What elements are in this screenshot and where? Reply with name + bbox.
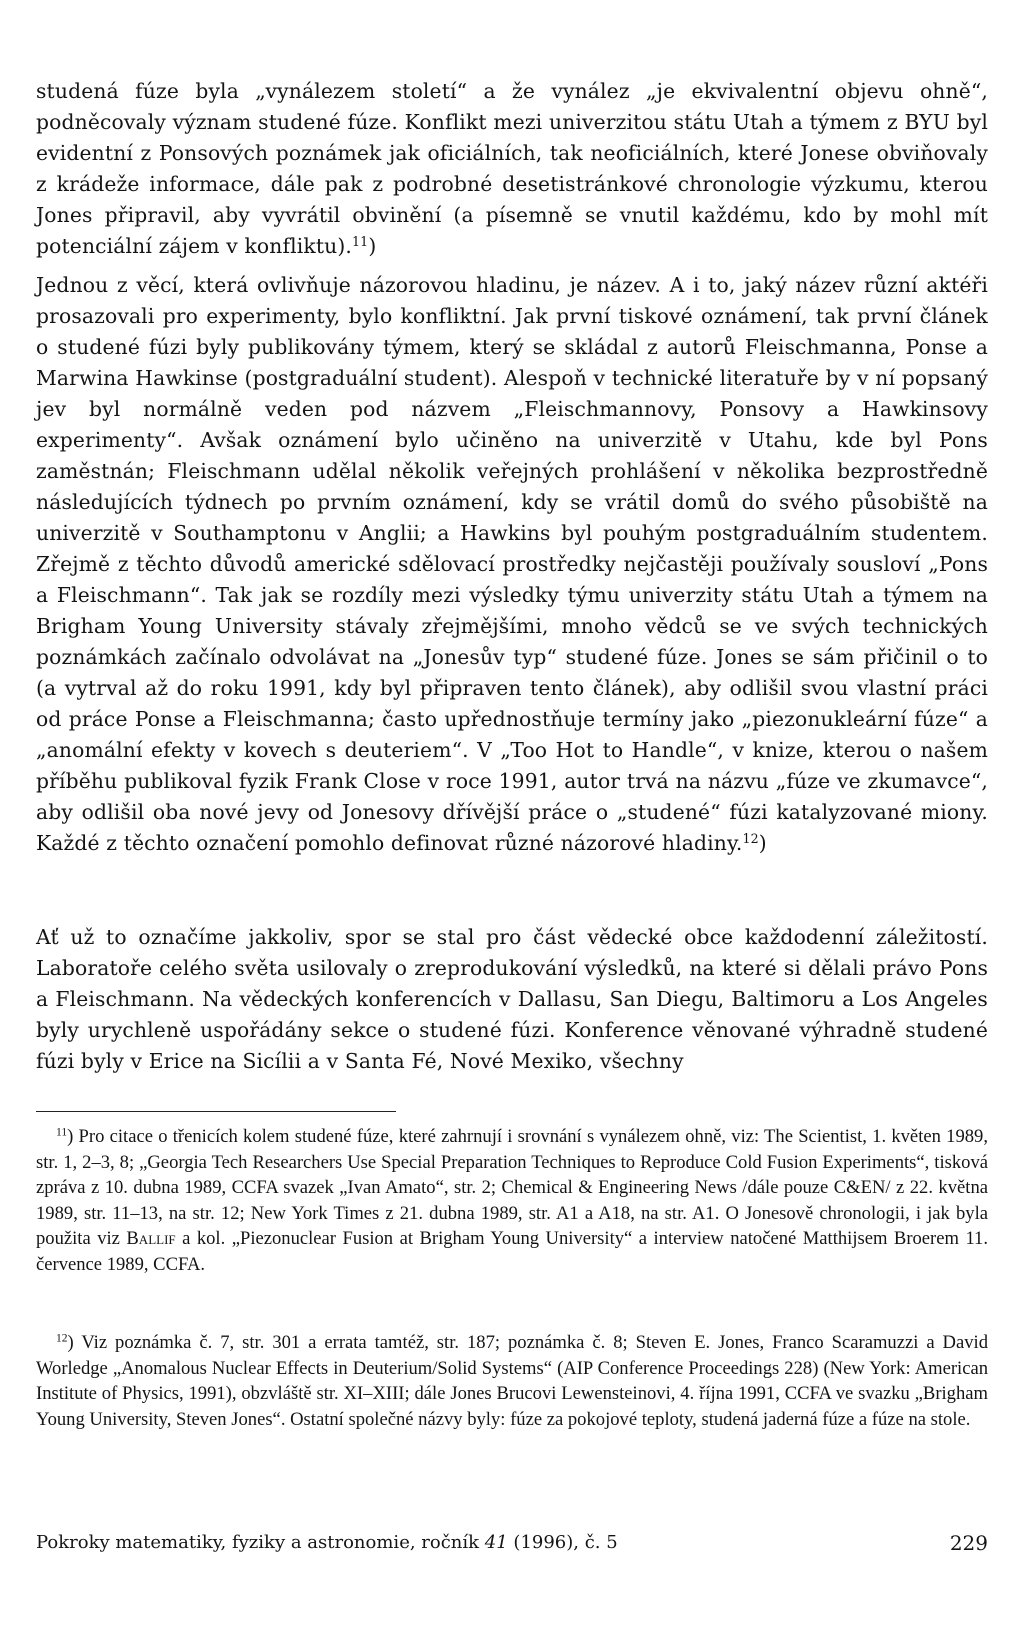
footnote-12-mark: 12 <box>56 1332 68 1345</box>
footnote-11-mark-close: ) <box>67 1126 74 1147</box>
footnote-separator <box>36 1111 396 1112</box>
footnote-ref-11-close: ) <box>368 234 377 258</box>
page-footer <box>36 1530 988 1556</box>
footnote-ref-12-close: ) <box>758 831 767 855</box>
journal-citation <box>36 1530 618 1556</box>
paragraph-3 <box>36 922 988 1077</box>
footnote-12-mark-close: ) <box>67 1332 74 1353</box>
footnote-12-text: Viz poznámka č. 7, str. 301 a errata tamtéž, str. 187; poznámka č. 8; Steven E. Jones, Franco Scaramuzzi a David Worledge „Anomalous Nuclear Effects in Deuterium/Solid Systems“ (AIP Conference Proceedings 228) (New York: American Institute of Physics, 1991), obzvláště str. XI–XIII; dále Jones Brucovi Lewensteinovi, 4. října 1991, CCFA ve svazku „Brigham Young University, Steven Jones“. Ostatní společné názvy byly: fúze za pokojové teploty, studená jaderná fúze a fúze na stole. <box>36 1332 988 1430</box>
paragraph-2 <box>36 270 988 859</box>
paragraph-3-text: Ať už to označíme jakkoliv, spor se stal pro část vědecké obce každodenní záležitostí. Laboratoře celého světa usilovaly o zreprodukování výsledků, na které si dělali právo Pons a Fleischmann. Na vědeckých konferencích v Dallasu, San Diegu, Baltimoru a Los Angeles byly urychleně uspořádány sekce o studené fúzi. Konference věnované výhradně studené fúzi byly v Erice na Sicílii a v Santa Fé, Nové Mexiko, všechny <box>36 925 988 1073</box>
footnote-ref-11: 11 <box>352 234 369 250</box>
footnote-11 <box>36 1124 988 1278</box>
footnote-ref-12: 12 <box>742 831 759 847</box>
footnote-12 <box>36 1330 988 1432</box>
paragraph-2-text: Jednou z věcí, která ovlivňuje názorovou hladinu, je název. A i to, jaký název různí aktéři prosazovali pro experimenty, bylo konfliktní. Jak první tiskové oznámení, tak první článek o studené fúzi byly publikovány týmem, který se skládal z autorů Fleischmanna, Ponse a Marwina Hawkinse (postgraduální student). Alespoň v technické literatuře by v ní popsaný jev byl normálně veden pod názvem „Fleischmannovy, Ponsovy a Hawkinsovy experimenty“. Avšak oznámení bylo učiněno na univerzitě v Utahu, kde byl Pons zaměstnán; Fleischmann udělal několik veřejných prohlášení v několika bezprostředně následujících týdnech po prvním oznámení, kdy se vrátil domů do svého působiště na univerzitě v Southamptonu v Anglii; a Hawkins byl pouhým postgraduálním studentem. Zřejmě z těchto důvodů americké sdělovací prostředky nejčastěji používaly sousloví „Pons a Fleischmann“. Tak jak se rozdíly mezi výsledky týmu univerzity státu Utah a týmem na Brigham Young University stávaly zřejmějšími, mnoho vědců se ve svých technických poznámkách začínalo odvolávat na „Jonesův typ“ studené fúze. Jones se sám přičinil o to (a vytrval až do roku 1991, kdy byl připraven tento článek), aby odlišil svou vlastní práci od práce Ponse a Fleischmanna; často upřednostňuje termíny jako „piezonukleární fúze“ a „anomální efekty v kovech s deuteriem“. V „Too Hot to Handle“, v knize, kterou o našem příběhu publikoval fyzik Frank Close v roce 1991, autor trvá na názvu „fúze ve zkumavce“, aby odlišil oba nové jevy od Jonesovy dřívější práce o „studené“ fúzi katalyzované miony. Každé z těchto označení pomohlo definovat různé názorové hladiny. <box>36 273 988 855</box>
footnote-11-mark: 11 <box>56 1126 68 1139</box>
paragraph-1-text: studená fúze byla „vynálezem století“ a že vynález „je ekvivalentní objevu ohně“, podněcovaly význam studené fúze. Konflikt mezi univerzitou státu Utah a týmem z BYU byl evidentní z Ponsových poznámek jak oficiálních, tak neoficiálních, které Jonese obviňovaly z krádeže informace, dále pak z podrobné desetistránkové chronologie výzkumu, kterou Jones připravil, aby vyvrátil obvinění (a písemně se vnutil každému, kdo by mohl mít potenciální zájem v konfliktu). <box>36 79 988 258</box>
footnote-11-text-after: a kol. „Piezonuclear Fusion at Brigham Young University“ a interview natočené Matthijsem Broerem 11. července 1989, CCFA. <box>36 1228 988 1275</box>
journal-title: Pokroky matematiky, fyziky a astronomie, ročník <box>36 1532 485 1553</box>
footnote-11-text-before: Pro citace o třenicích kolem studené fúze, které zahrnují i srovnání s vynálezem ohně, viz: The Scientist, 1. květen 1989, str. 1, 2–3, 8; „Georgia Tech Researchers Use Special Preparation Techniques to Reproduce Cold Fusion Experiments“, tisková zpráva z 10. dubna 1989, CCFA svazek „Ivan Amato“, str. 2; Chemical & Engineering News /dále pouze C&EN/ z 22. května 1989, str. 11–13, na str. 12; New York Times z 21. dubna 1989, str. A1 a A18, na str. A1. O Jonesově chronologii, i jak byla použita viz <box>36 1126 988 1250</box>
journal-issue: (1996), č. 5 <box>507 1532 618 1553</box>
footnote-11-author: Ballif <box>126 1228 176 1250</box>
page-number: 229 <box>949 1531 988 1555</box>
journal-volume: 41 <box>484 1532 508 1553</box>
page <box>36 0 988 1630</box>
paragraph-1 <box>36 76 988 262</box>
